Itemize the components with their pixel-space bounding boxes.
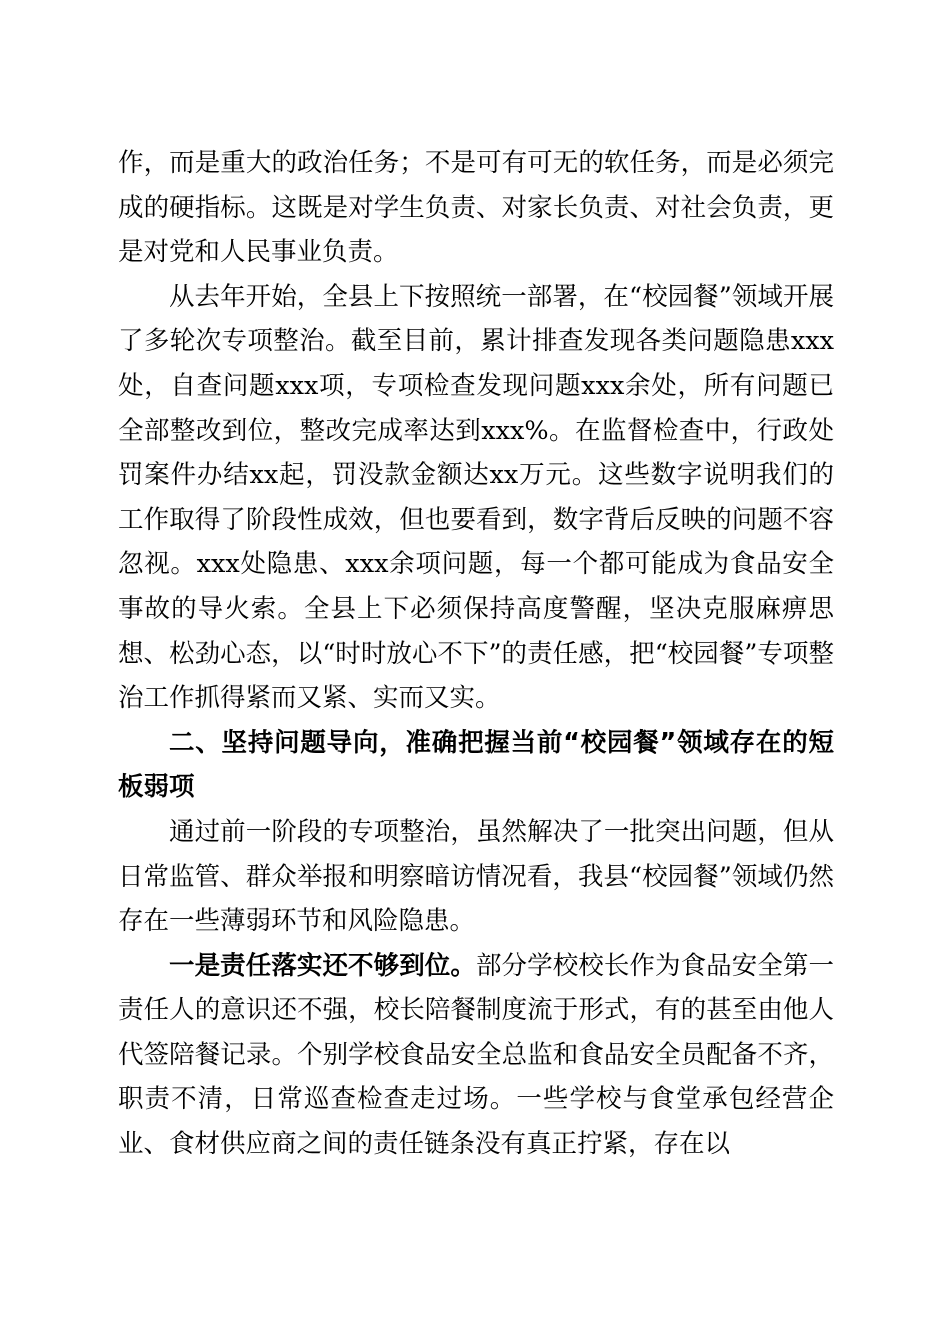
paragraph-rectification-results: 从去年开始，全县上下按照统一部署，在“校园餐”领域开展了多轮次专项整治。截至目前，累计排查发现各类问题隐患xxx处，自查问题xxx项，专项检查发现问题xxx余处，所有问题已全部整改到位，整改完成率达到xxx%。在监督检查中，行政处罚案件办结xx起，罚没款金额达xx万元。这些数字说明我们的工作取得了阶段性成效，但也要看到，数字背后反映的问题不容忽视。xxx处隐患、xxx余项问题，每一个都可能成为食品安全事故的导火索。全县上下必须保持高度警醒，坚决克服麻痹思想、松劲心态，以“时时放心不下”的责任感，把“校园餐”专项整治工作抓得紧而又紧、实而又实。 xyxy=(118,281,834,714)
paragraph-weak-links: 通过前一阶段的专项整治，虽然解决了一批突出问题，但从日常监管、群众举报和明察暗访情况看，我县“校园餐”领域仍然存在一些薄弱环节和风险隐患。 xyxy=(118,816,834,937)
paragraph-body-text: 部分学校校长作为食品安全第一责任人的意识还不强，校长陪餐制度流于形式，有的甚至由他人代签陪餐记录。个别学校食品安全总监和食品安全员配备不齐，职责不清，日常巡查检查走过场。一些学校与食堂承包经营企业、食材供应商之间的责任链条没有真正拧紧，存在以 xyxy=(118,950,834,1160)
document-page xyxy=(118,141,834,1167)
paragraph-lead-phrase: 一是责任落实还不够到位。 xyxy=(169,950,476,981)
paragraph-responsibility xyxy=(118,944,834,1167)
paragraph-continued: 作，而是重大的政治任务；不是可有可无的软任务，而是必须完成的硬指标。这既是对学生负责、对家长负责、对社会负责，更是对党和人民事业负责。 xyxy=(118,148,834,268)
section-heading-2: 二、坚持问题导向，准确把握当前“校园餐”领域存在的短板弱项 xyxy=(118,727,834,803)
